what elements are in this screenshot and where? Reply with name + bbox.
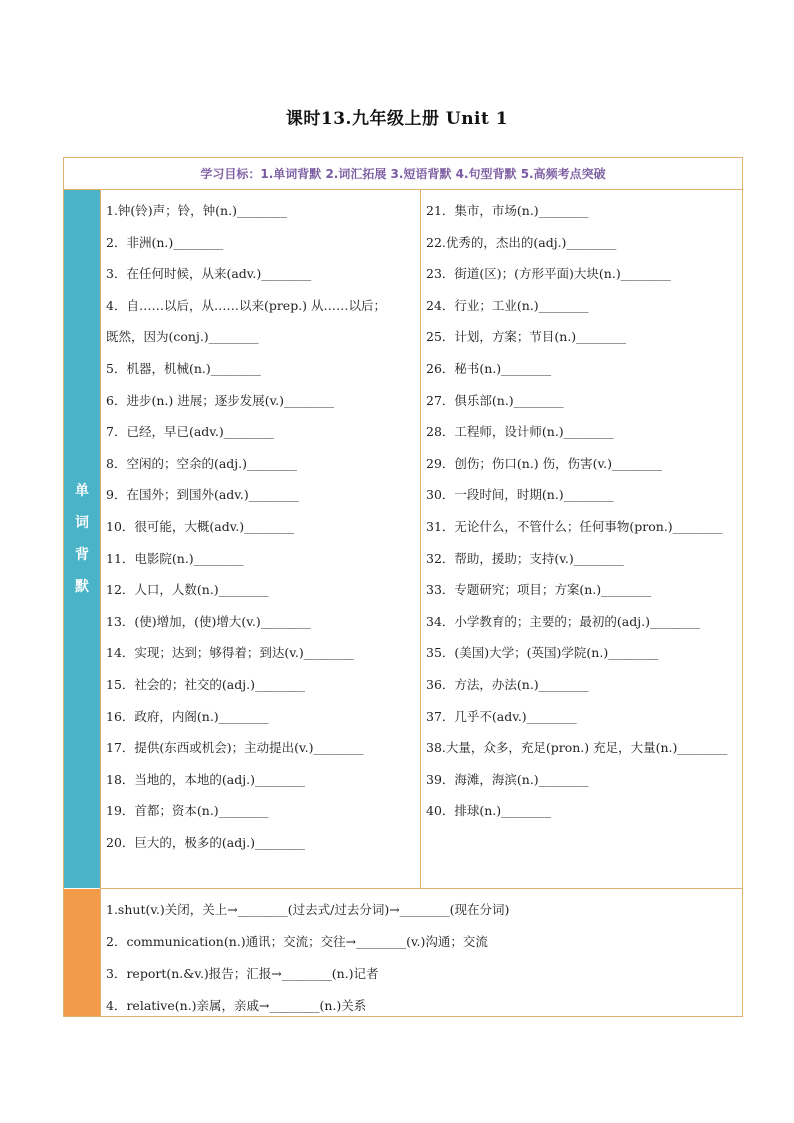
vocab-item: 10．很可能，大概(adv.)________: [106, 518, 295, 534]
vocab-item: 16．政府，内阁(n.)________: [106, 708, 269, 724]
vocab-list-right: [426, 195, 738, 827]
vocab-item: 31．无论什么，不管什么；任何事物(pron.)________: [426, 518, 723, 534]
vocab-item: 32．帮助，援助；支持(v.)________: [426, 550, 624, 566]
vocab-item: 14．实现；达到；够得着；到达(v.)________: [106, 645, 354, 661]
vocab-item: 8．空闲的；空余的(adj.)________: [106, 455, 298, 471]
section-divider: [100, 888, 742, 889]
column-divider: [420, 190, 421, 888]
side-label-char: 单: [75, 483, 89, 499]
vocab-item: 29．创伤；伤口(n.) 伤，伤害(v.)________: [426, 455, 662, 471]
side-label-vocabulary: [64, 190, 101, 888]
side-label-char: 背: [75, 547, 89, 563]
vocab-item: 4．relative(n.)亲属，亲戚→________(n.)关系: [106, 998, 367, 1013]
vocab-item: 39．海滩，海滨(n.)________: [426, 771, 589, 787]
vocab-item: 22.优秀的，杰出的(adj.)________: [426, 234, 617, 250]
vocab-item: 27．俱乐部(n.)________: [426, 392, 564, 408]
vocab-item: 20．巨大的，极多的(adj.)________: [106, 834, 305, 850]
vocab-item: 6．进步(n.) 进展；逐步发展(v.)________: [106, 392, 335, 408]
vocab-item: 38.大量，众多，充足(pron.) 充足，大量(n.)________: [426, 740, 728, 756]
vocab-item: 15．社会的；社交的(adj.)________: [106, 676, 305, 692]
vocab-item: 23．街道(区)；(方形平面)大块(n.)________: [426, 266, 671, 282]
side-label-char: 默: [75, 579, 89, 595]
vocab-item: 26．秘书(n.)________: [426, 360, 552, 376]
vocab-item: 21．集市，市场(n.)________: [426, 203, 589, 218]
vocab-item: 34．小学教育的；主要的；最初的(adj.)________: [426, 613, 700, 629]
side-label-expansion: [64, 889, 101, 1016]
vocab-item: 3．report(n.&v.)报告；汇报→________(n.)记者: [106, 966, 379, 981]
vocab-item: 17．提供(东西或机会)；主动提出(v.)________: [106, 740, 364, 756]
vocab-item: 5．机器，机械(n.)________: [106, 360, 261, 376]
vocab-item: 19．首都；资本(n.)________: [106, 803, 269, 819]
vocab-item: 4．自……以后，从……以来(prep.) 从……以后；: [106, 297, 387, 313]
vocab-item: 9．在国外；到国外(adv.)________: [106, 487, 299, 503]
vocab-item: 11．电影院(n.)________: [106, 550, 244, 566]
vocab-item: 既然，因为(conj.)________: [106, 329, 259, 345]
page-title: 课时13.九年级上册 Unit 1: [285, 109, 509, 129]
vocab-item: 25．计划，方案；节目(n.)________: [426, 329, 627, 345]
vocab-item: 1.shut(v.)关闭，关上→________(过去式/过去分词)→________(现在分词): [106, 902, 510, 917]
vocab-item: 28．工程师，设计师(n.)________: [426, 424, 614, 440]
vocab-item: 35．(美国)大学；(英国)学院(n.)________: [426, 645, 659, 661]
vocab-item: 3．在任何时候，从来(adv.)________: [106, 266, 312, 282]
vocab-item: 36．方法，办法(n.)________: [426, 676, 589, 692]
vocab-item: 24．行业；工业(n.)________: [426, 297, 589, 313]
side-label-char: 词: [75, 515, 89, 531]
vocab-item: 12．人口，人数(n.)________: [106, 582, 269, 598]
vocab-item: 40．排球(n.)________: [426, 803, 552, 819]
learning-objectives: 学习目标：1.单词背默 2.词汇拓展 3.短语背默 4.句型背默 5.高频考点突破: [64, 158, 742, 190]
word-expansion-list: [106, 894, 736, 1022]
vocab-item: 37．几乎不(adv.)________: [426, 708, 577, 724]
vocab-item: 1.钟(铃)声；铃，钟(n.)________: [106, 203, 287, 218]
vocab-item: 2．非洲(n.)________: [106, 234, 224, 250]
vocab-item: 33．专题研究；项目；方案(n.)________: [426, 582, 652, 598]
worksheet-table: [63, 157, 743, 1017]
vocab-item: 30．一段时间，时期(n.)________: [426, 487, 614, 503]
vocab-item: 13．(使)增加，(使)增大(v.)________: [106, 613, 311, 629]
vocab-item: 18．当地的，本地的(adj.)________: [106, 771, 305, 787]
vocab-item: 7．已经，早已(adv.)________: [106, 424, 274, 440]
vocab-item: 2．communication(n.)通讯；交流；交往→________(v.)沟通；交流: [106, 934, 488, 949]
vocab-list-left: [106, 195, 416, 858]
